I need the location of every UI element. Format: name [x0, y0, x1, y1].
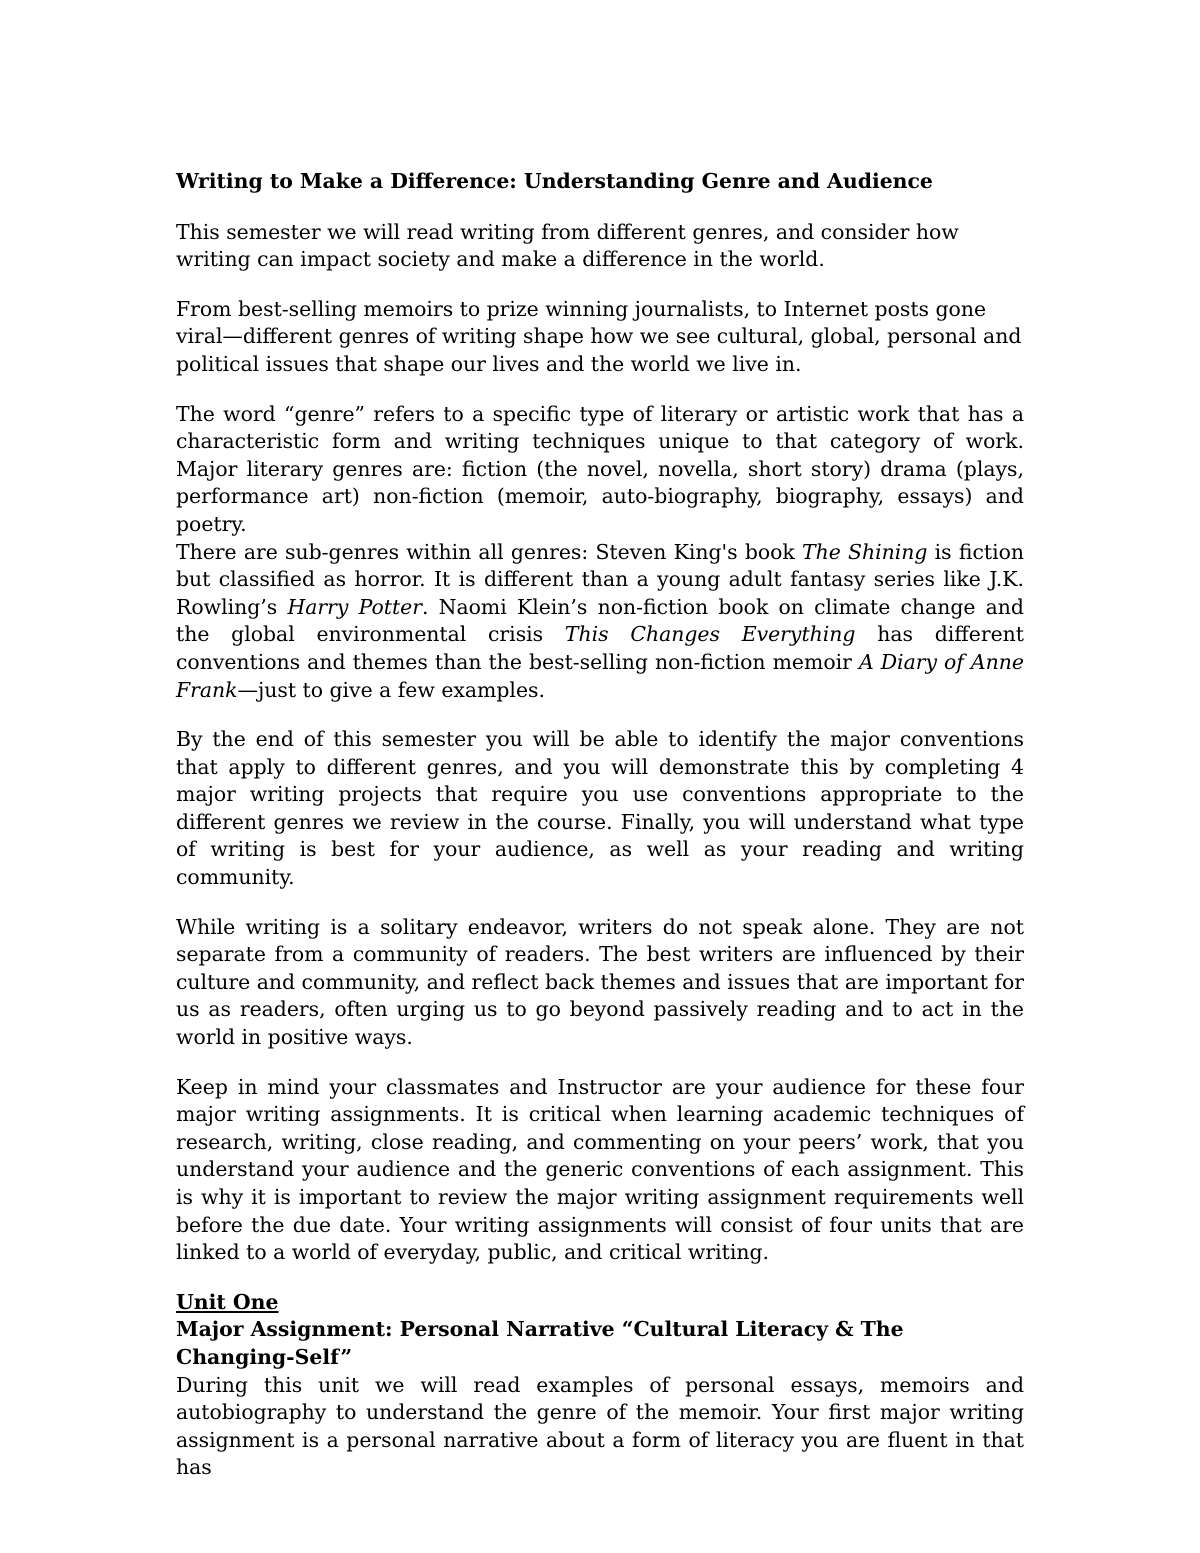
- paragraph-audience: Keep in mind your classmates and Instructor are your audience for these four major writing assignments. It is critical when learning academic techniques of research, writing, close reading, and commenting on your peers’ work, that you understand your audience and the generic conventions of each assignment. This is why it is important to review the major writing assignment requirements well before the due date. Your writing assignments will consist of four units that are linked to a world of everyday, public, and critical writing.: [176, 1074, 1024, 1265]
- book-title-harry-potter: Harry Potter: [287, 594, 422, 619]
- document-title: Writing to Make a Difference: Understanding Genre and Audience: [176, 169, 933, 193]
- sub-genres-text-2: is fiction but classified as horror. It is different than a young adult fantasy series like J.K. Rowling’s: [176, 539, 1024, 619]
- paragraph-sub-genres: [176, 539, 1024, 705]
- paragraph-genres-shape: From best-selling memoirs to prize winning journalists, to Internet posts gone viral—different genres of writing shape how we see cultural, global, personal and political issues that shape our lives and the world we live in.: [176, 296, 1022, 376]
- unit-one-heading: Unit One: [176, 1289, 279, 1314]
- unit-one-assignment: Major Assignment: Personal Narrative “Cultural Literacy & The Changing-Self”: [176, 1317, 904, 1369]
- unit-one-body: During this unit we will read examples of personal essays, memoirs and autobiography to understand the genre of the memoir. Your first major writing assignment is a personal narrative about a form of literacy you are fluent in that has: [176, 1372, 1024, 1480]
- book-title-this-changes-everything: This Changes Everything: [564, 622, 856, 647]
- paragraph-genre-definition: The word “genre” refers to a specific type of literary or artistic work that has a characteristic form and writing techniques unique to that category of work. Major literary genres are: fiction (the novel, novella, short story) drama (plays, performance art) non-fiction (memoir, auto-biography, biography, essays) and poetry.: [176, 401, 1024, 536]
- paragraph-semester-goals: By the end of this semester you will be able to identify the major conventions that apply to different genres, and you will demonstrate this by completing 4 major writing projects that require you use conventions appropriate to the different genres we review in the course. Finally, you will understand what type of writing is best for your audience, as well as your reading and writing community.: [176, 727, 1024, 890]
- sub-genres-text-1: There are sub-genres within all genres: Steven King's book: [176, 539, 802, 564]
- sub-genres-text-3: . Naomi Klein’s non-fiction book on climate change and the global environmental crisis: [176, 594, 1024, 647]
- book-title-the-shining: The Shining: [801, 539, 928, 564]
- paragraph-intro: This semester we will read writing from different genres, and consider how writing can impact society and make a difference in the world.: [176, 219, 959, 272]
- document-page: [176, 168, 1024, 1482]
- paragraph-community: While writing is a solitary endeavor, writers do not speak alone. They are not separate from a community of readers. The best writers are influenced by their culture and community, and reflect back themes and issues that are important for us as readers, often urging us to go beyond passively reading and to act in the world in positive ways.: [176, 914, 1024, 1050]
- book-title-anne-frank: A Diary of Anne Frank: [176, 649, 1024, 702]
- sub-genres-text-4: has different conventions and themes than the best-selling non-fiction memoir: [176, 622, 1024, 674]
- sub-genres-text-5: —just to give a few examples.: [237, 677, 545, 702]
